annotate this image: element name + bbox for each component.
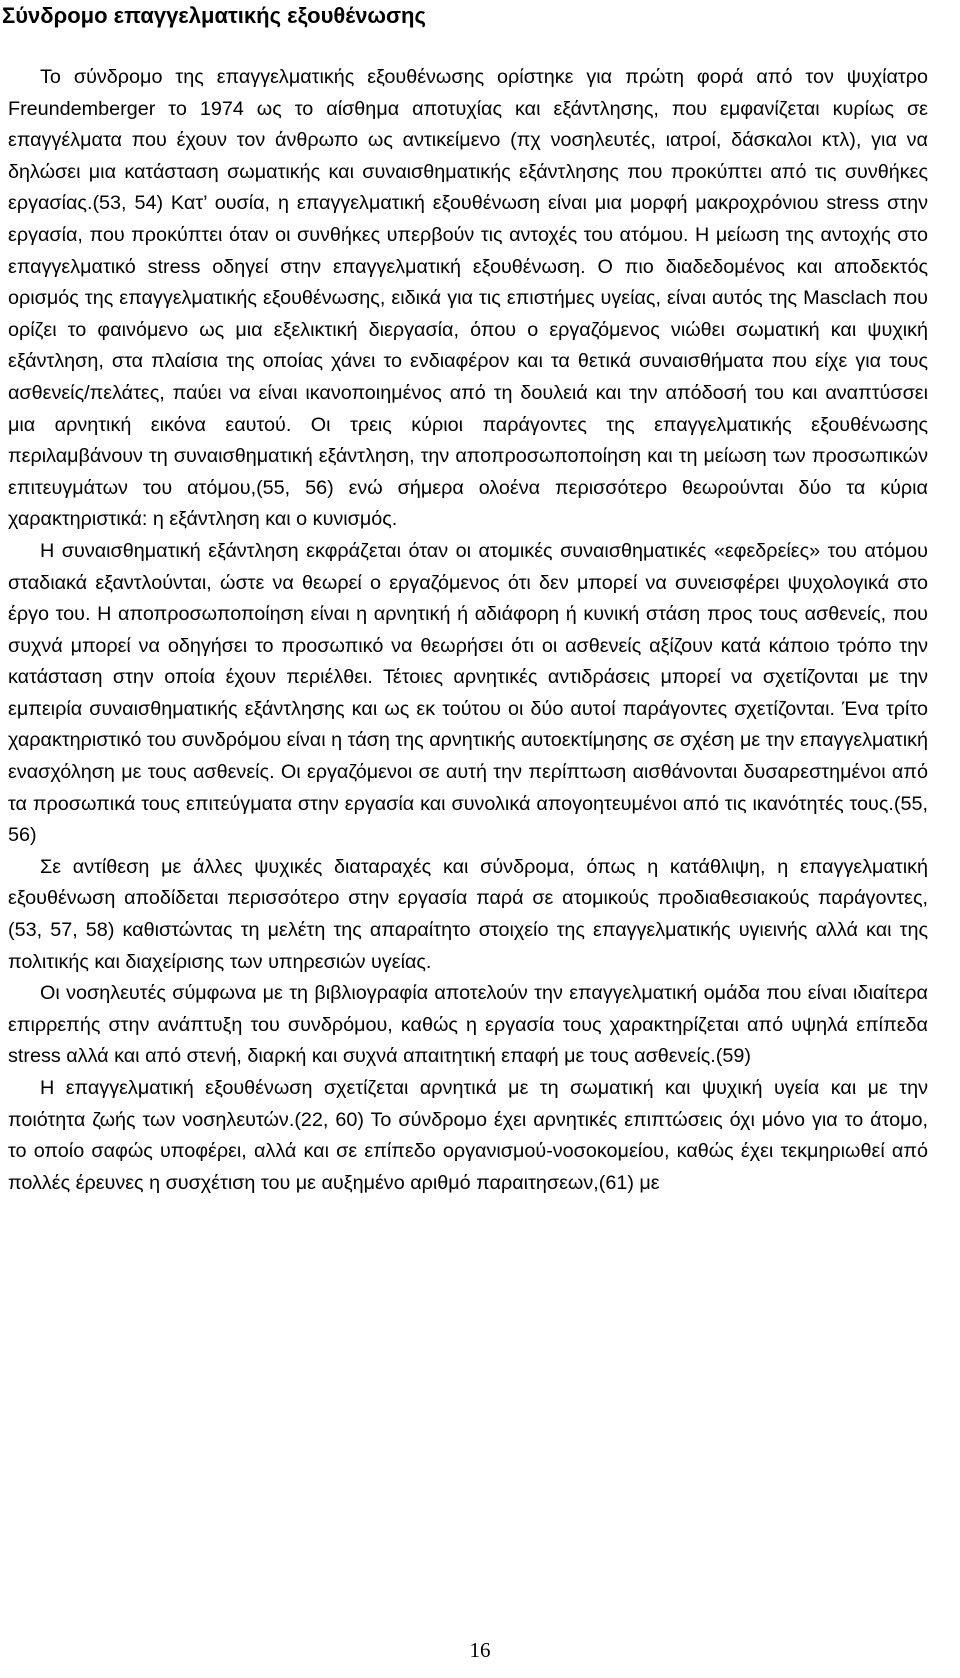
- paragraph: Το σύνδρομο της επαγγελματικής εξουθένωσης ορίστηκε για πρώτη φορά από τον ψυχίατρο Freundemberger το 1974 ως το αίσθημα αποτυχίας και εξάντλησης, που εμφανίζεται κυρίως σε επαγγέλματα που έχουν τον άνθρωπο ως αντικείμενο (πχ νοσηλευτές, ιατροί, δάσκαλοι κτλ), για να δηλώσει μια κατάσταση σωματικής και συναισθηματικής εξάντλησης που προκύπτει από τις συνθήκες εργασίας.(53, 54) Κατ’ ουσία, η επαγγελματική εξουθένωση είναι μια μορφή μακροχρόνιου stress στην εργασία, που προκύπτει όταν οι συνθήκες υπερβούν τις αντοχές του ατόμου. Η μείωση της αντοχής στο επαγγελματικό stress οδηγεί στην επαγγελματική εξουθένωση. Ο πιο διαδεδομένος και αποδεκτός ορισμός της επαγγελματικής εξουθένωσης, ειδικά για τις επιστήμες υγείας, είναι αυτός της Masclach που ορίζει το φαινόμενο ως μια εξελικτική διεργασία, όπου ο εργαζόμενος νιώθει σωματική και ψυχική εξάντληση, στα πλαίσια της οποίας χάνει το ενδιαφέρον και τα θετικά συναισθήματα που είχε για τους ασθενείς/πελάτες, παύει να είναι ικανοποιημένος από τη δουλειά και την απόδοσή του και αναπτύσσει μια αρνητική εικόνα εαυτού. Οι τρεις κύριοι παράγοντες της επαγγελματικής εξουθένωσης περιλαμβάνουν τη συναισθηματική εξάντληση, την αποπροσωποποίηση και τη μείωση των προσωπικών επιτευγμάτων του ατόμου,(55, 56) ενώ σήμερα ολοένα περισσότερο θεωρούνται δύο τα κύρια χαρακτηριστικά: η εξάντληση και ο κυνισμός.: [8, 66, 928, 531]
- body-text: [8, 62, 928, 1199]
- paragraph: Σε αντίθεση με άλλες ψυχικές διαταραχές και σύνδρομα, όπως η κατάθλιψη, η επαγγελματική εξουθένωση αποδίδεται περισσότερο στην εργασία παρά σε ατομικούς προδιαθεσιακούς παράγοντες,(53, 57, 58) καθιστώντας τη μελέτη της απαραίτητο στοιχείο της επαγγελματικής υγιεινής αλλά και της πολιτικής και διαχείρισης των υπηρεσιών υγείας.: [8, 855, 928, 973]
- section-heading: Σύνδρομο επαγγελματικής εξουθένωσης: [2, 3, 426, 28]
- paragraph: Οι νοσηλευτές σύμφωνα με τη βιβλιογραφία αποτελούν την επαγγελματική ομάδα που είναι ιδιαίτερα επιρρεπής στην ανάπτυξη του συνδρόμου, καθώς η εργασία τους χαρακτηρίζεται από υψηλά επίπεδα stress αλλά και από στενή, διαρκή και συχνά απαιτητική επαφή με τους ασθενείς.(59): [8, 982, 928, 1068]
- paragraph: Η επαγγελματική εξουθένωση σχετίζεται αρνητικά με τη σωματική και ψυχική υγεία και με την ποιότητα ζωής των νοσηλευτών.(22, 60) Το σύνδρομο έχει αρνητικές επιπτώσεις όχι μόνο για το άτομο, το οποίο σαφώς υποφέρει, αλλά και σε επίπεδο οργανισμού-νοσοκομείου, καθώς έχει τεκμηριωθεί από πολλές έρευνες η συσχέτιση του με αυξημένο αριθμό παραιτησεων,(61) με: [8, 1077, 928, 1194]
- page-number: 16: [469, 1638, 491, 1662]
- paragraph: Η συναισθηματική εξάντληση εκφράζεται όταν οι ατομικές συναισθηματικές «εφεδρείες» του ατόμου σταδιακά εξαντλούνται, ώστε να θεωρεί ο εργαζόμενος ότι δεν μπορεί να συνεισφέρει ψυχολογικά στο έργο του. Η αποπροσωποποίηση είναι η αρνητική ή αδιάφορη ή κυνική στάση προς τους ασθενείς, που συχνά μπορεί να οδηγήσει το προσωπικό να θεωρήσει ότι οι ασθενείς αξίζουν κατά κάποιο τρόπο την κατάσταση στην οποία έχουν περιέλθει. Τέτοιες αρνητικές αντιδράσεις μπορεί να σχετίζονται με την εμπειρία συναισθηματικής εξάντλησης και ως εκ τούτου οι δύο αυτοί παράγοντες σχετίζονται. Ένα τρίτο χαρακτηριστικό του συνδρόμου είναι η τάση της αρνητικής αυτοεκτίμησης σε σχέση με την επαγγελματική ενασχόληση με τους ασθενείς. Οι εργαζόμενοι σε αυτή την περίπτωση αισθάνονται δυσαρεστημένοι από τα προσωπικά τους επιτεύγματα στην εργασία και συνολικά απογοητευμένοι από τις ικανότητές τους.(55, 56): [8, 539, 928, 847]
